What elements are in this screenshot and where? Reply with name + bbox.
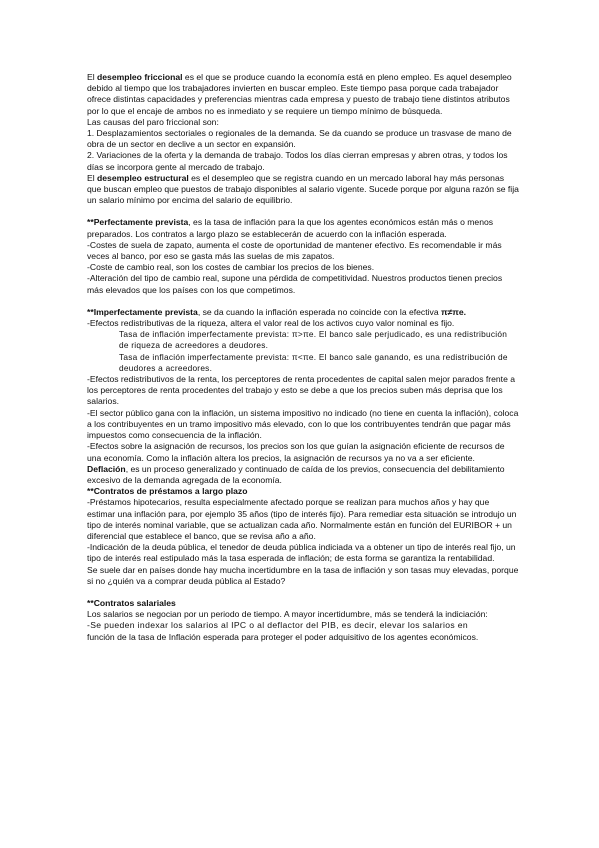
causes-intro: Las causas del paro friccional son: — [87, 116, 219, 127]
list-item: -Indicación de la deuda pública, el tenedor de deuda pública indiciada va a obtener un tipo de interés real fijo, un tipo de interés real estipulado más la tasa esperada de inflación; de esta forma se garantiza la rentabilidad. — [87, 542, 516, 564]
heading-perfectamente-prevista: **Perfectamente prevista — [87, 217, 189, 228]
list-item-continuation: función de la tasa de Inflación esperada para proteger el poder adquisitivo de los agentes económicos. — [87, 631, 479, 642]
term-deflacion: Deflación — [87, 463, 126, 474]
paragraph-desempleo-estructural: El desempleo estructural es el desempleo que se registra cuando en un mercado laboral hay más personas que buscan empleo que puestos de trabajo disponibles al salario vigente. Sucede porque por alguna razón se fija un salario mínimo por encima del salario de equilibrio. — [87, 172, 519, 206]
heading-contratos-salariales: **Contratos salariales — [87, 597, 176, 608]
cause-item-2: 2. Variaciones de la oferta y la demanda de trabajo. Todos los días cierran empresas y abren otras, y todos los días se incorpora gente al mercado de trabajo. — [87, 150, 508, 172]
paragraph-perfectamente-prevista: **Perfectamente prevista, es la tasa de inflación para la que los agentes económicos están más o menos preparados. Los contratos a largo plazo se establecerán de acuerdo con la inflación esperada. — [87, 217, 494, 239]
list-item: -Se pueden indexar los salarios al IPC o al deflactor del PIB, es decir, elevar los salarios en — [87, 620, 469, 631]
paragraph-deflacion: Deflación, es un proceso generalizado y continuado de caída de los previos, consecuencia del debilitamiento excesivo de la demanda agregada de la economía. — [87, 463, 505, 485]
list-item: -Efectos redistributivos de la renta, los perceptores de renta procedentes de capital salen mejor parados frente a los perceptores de renta procedentes del trabajo y esto se debe a que los precios suben más deprisa que los salarios. — [87, 374, 516, 407]
list-item: -Préstamos hipotecarios, resulta especialmente afectado porque se realizan para muchos años y hay que estimar una inflación para, por ejemplo 35 años (tipo de interés fijo). Para remediar esta situación se introdujo un tipo de interés nominal variable, que se actualizan cada año. Normalmente están en función del EURIBOR + un diferencial que establece el banco, que se revisa año a año. — [87, 497, 517, 541]
heading-contratos-prestamos: **Contratos de préstamos a largo plazo — [87, 486, 248, 497]
term-desempleo-estructural: desempleo estructural — [97, 172, 189, 183]
list-item: Se suele dar en países donde hay mucha incertidumbre en la tasa de inflación y son tasas muy elevadas, porque si no ¿quién va a comprar deuda pública al Estado? — [87, 564, 519, 586]
cause-item-1: 1. Desplazamientos sectoriales o regionales de la demanda. Se da cuando se produce un trasvase de mano de obra de un sector en declive a un sector en expansión. — [87, 128, 512, 150]
list-item: -Efectos redistributivas de la riqueza, altera el valor real de los activos cuyo valor nominal es fijo. — [87, 318, 455, 329]
term-desempleo-friccional: desempleo friccional — [97, 72, 183, 82]
list-item: -Costes de suela de zapato, aumenta el coste de oportunidad de mantener efectivo. Es recomendable ir más veces al banco, por eso se gasta más las suelas de mis zapatos. — [87, 239, 502, 262]
list-item: -Efectos sobre la asignación de recursos, los precios son los que guían la asignación eficiente de recursos de una economía. Como la inflación altera los precios, la asignación de recursos ya no va a ser eficiente. — [87, 441, 505, 463]
indented-subitem: Tasa de inflación imperfectamente prevista: π<πe. El banco sale ganando, es una redistribución de deudores a acreedores. — [119, 351, 508, 373]
heading-imperfectamente-prevista: **Imperfectamente prevista — [87, 306, 198, 317]
paragraph-salarios: Los salarios se negocian por un periodo de tiempo. A mayor incertidumbre, más se tenderá la indiciación: — [87, 609, 488, 620]
paragraph-desempleo-friccional: El desempleo friccional es el que se produce cuando la economía está en pleno empleo. Es aquel desempleo debido al tiempo que los trabajadores invierten en buscar empleo. Este tiempo pasa porque cada trabajador ofrece distintas capacidades y preferencias mientras cada empresa y puesto de trabajo tiene distintos atributos por lo que el encaje de ambos no es inmediato y se requiere un tiempo mínimo de búsqueda. — [87, 72, 512, 116]
list-item: -El sector público gana con la inflación, un sistema impositivo no indicado (no tiene en cuenta la inflación), coloca a los contribuyentes en un tramo impositivo más elevado, con lo que los contribuyentes tendrán que pagar más impuestos como consecuencia de la inflación. — [87, 407, 519, 441]
list-item: -Alteración del tipo de cambio real, supone una pérdida de competitividad. Nuestros productos tienen precios más elevados que los países con los que competimos. — [87, 273, 503, 295]
inflation-symbol: π≠πe. — [441, 306, 467, 317]
paragraph-imperfectamente-prevista: **Imperfectamente prevista, se da cuando la inflación esperada no coincide con la efectiva π≠πe. — [87, 306, 467, 317]
list-item: -Coste de cambio real, son los costes de cambiar los precios de los bienes. — [87, 262, 375, 273]
indented-subitem: Tasa de inflación imperfectamente prevista: π>πe. El banco sale perjudicado, es una redistribución de riqueza de acreedores a deudores. — [119, 329, 508, 351]
